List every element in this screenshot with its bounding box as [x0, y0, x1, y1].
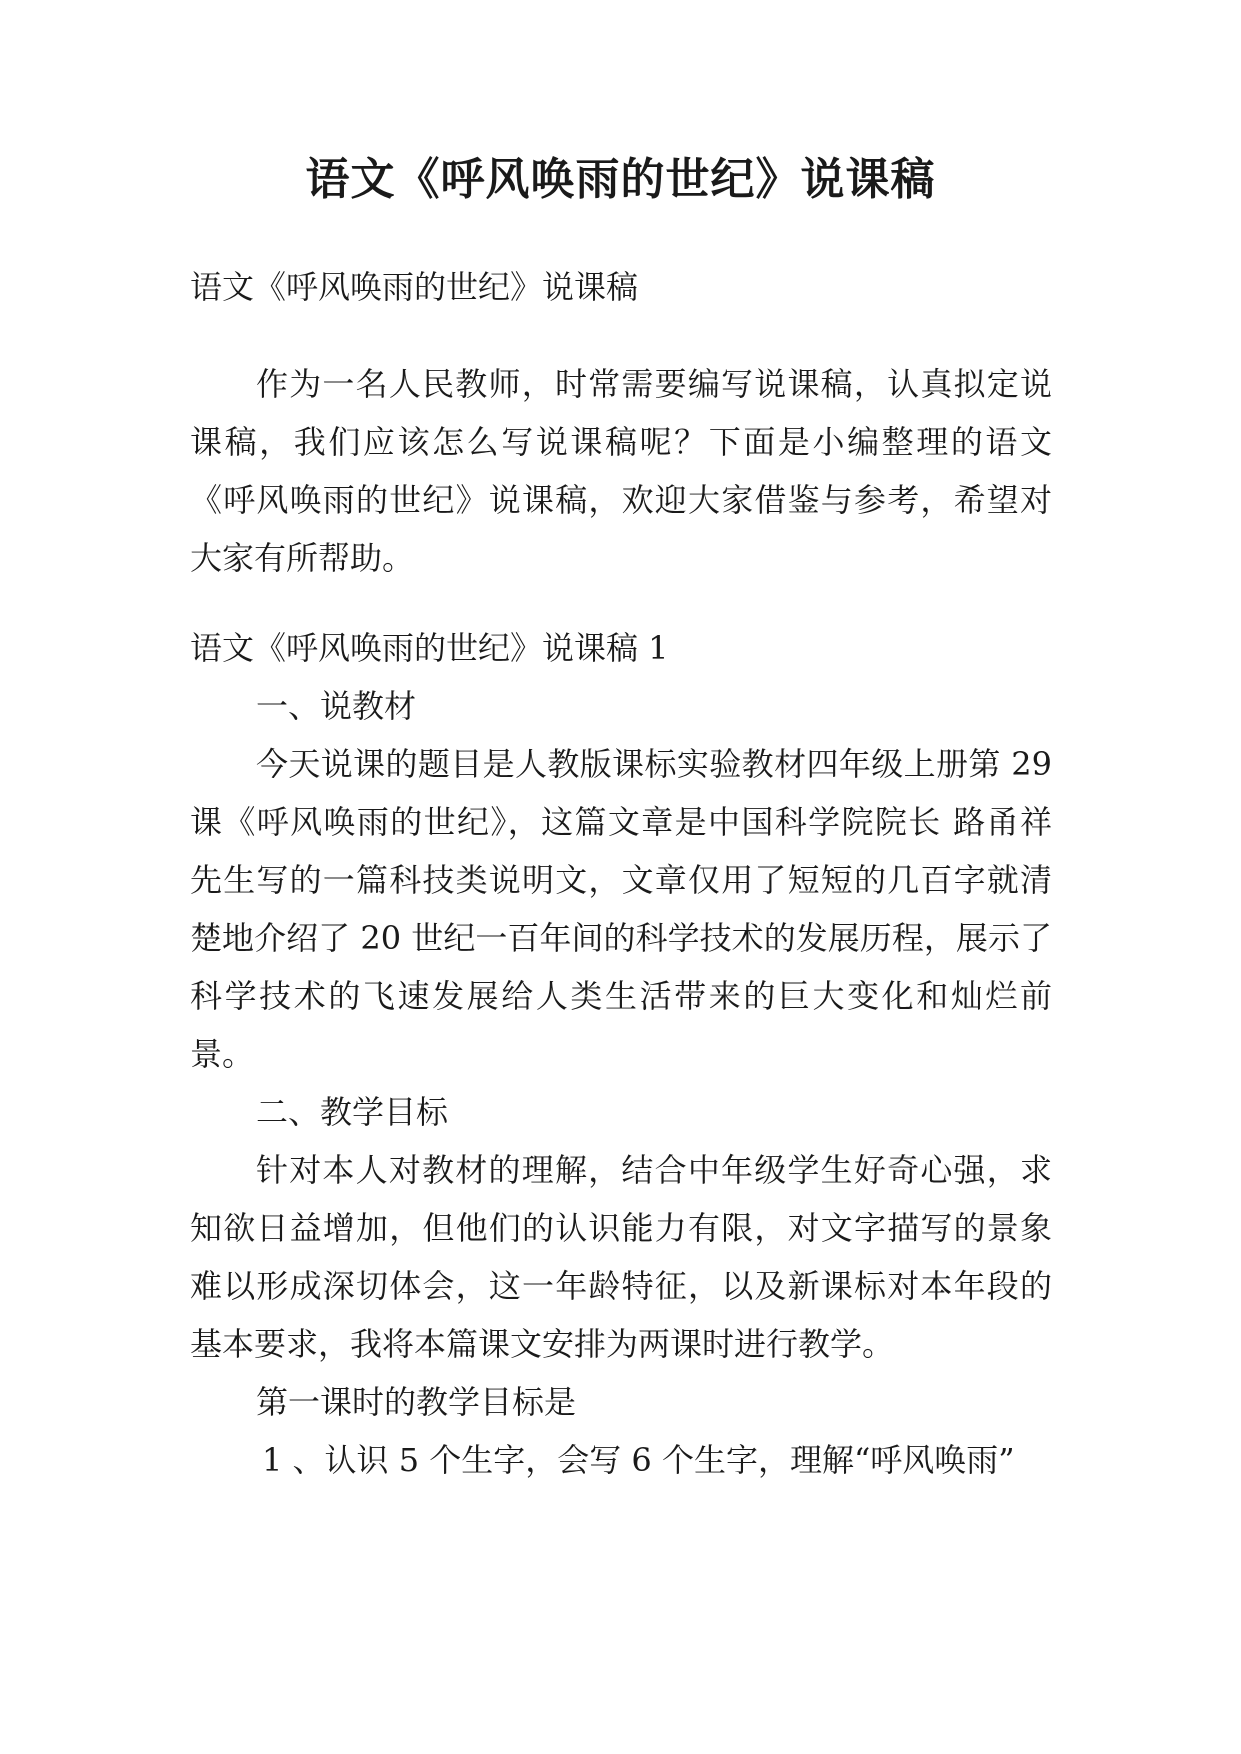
first-lesson-goal-label: 第一课时的教学目标是 [256, 1383, 577, 1421]
paragraph-teaching-goals: 针对本人对教材的理解，结合中年级学生好奇心强，求知欲日益增加，但他们的认识能力有限，对文字描写的景象难以形成深切体会，这一年龄特征，以及新课标对本年段的基本要求，我将本篇课文安排为两课时进行教学。 [190, 1151, 1052, 1363]
heading-teaching-goals: 二、教学目标 [256, 1093, 449, 1131]
document-title: 语文《呼风唤雨的世纪》说课稿 [305, 154, 936, 205]
document-subtitle: 语文《呼风唤雨的世纪》说课稿 [190, 268, 639, 306]
heading-teaching-material: 一、说教材 [256, 687, 417, 725]
paragraph-teaching-material: 今天说课的题目是人教版课标实验教材四年级上册第 29 课《呼风唤雨的世纪》，这篇文章是中国科学院院长 路甬祥 先生写的一篇科技类说明文，文章仅用了短短的几百字就清楚地介绍了 20 世纪一百年间的科学技术的发展历程，展示了科学技术的飞速发展给人类生活带来的巨大变化和灿烂前景。 [190, 745, 1052, 1073]
lesson-section [190, 619, 1052, 1489]
section-heading: 语文《呼风唤雨的世纪》说课稿 1 [190, 629, 669, 667]
intro-paragraph: 作为一名人民教师，时常需要编写说课稿，认真拟定说课稿，我们应该怎么写说课稿呢？下面是小编整理的语文《呼风唤雨的世纪》说课稿，欢迎大家借鉴与参考，希望对大家有所帮助。 [190, 365, 1052, 577]
goal-item-1: 1 、认识 5 个生字，会写 6 个生字，理解“呼风唤雨” [262, 1441, 1015, 1479]
